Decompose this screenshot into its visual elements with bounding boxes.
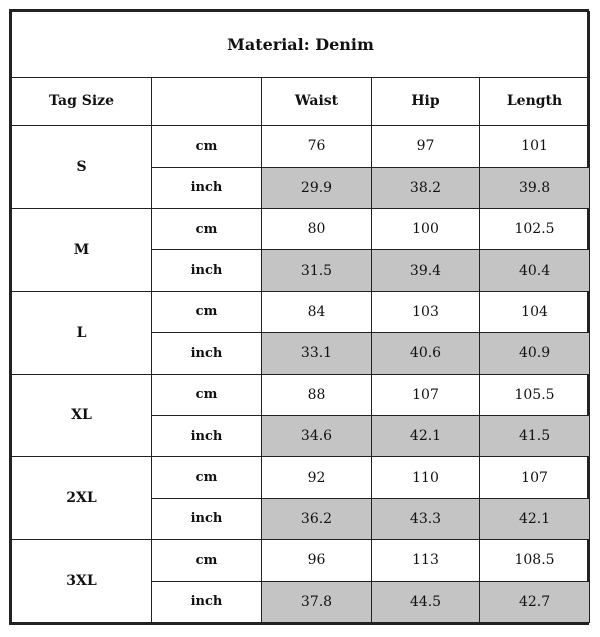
hip-inch-value: 38.2 — [372, 167, 480, 208]
size-label: XL — [12, 374, 152, 457]
table-row — [12, 126, 590, 167]
unit-label-inch: inch — [152, 250, 262, 291]
length-inch-value: 40.9 — [480, 333, 590, 374]
hip-cm-value: 110 — [372, 457, 480, 498]
unit-label-inch: inch — [152, 333, 262, 374]
hip-cm-value: 103 — [372, 291, 480, 332]
unit-label-inch: inch — [152, 167, 262, 208]
hip-cm-value: 97 — [372, 126, 480, 167]
unit-label-cm: cm — [152, 374, 262, 415]
unit-label-cm: cm — [152, 126, 262, 167]
length-inch-value: 41.5 — [480, 415, 590, 456]
hip-inch-value: 43.3 — [372, 498, 480, 539]
header-waist: Waist — [262, 77, 372, 125]
hip-cm-value: 107 — [372, 374, 480, 415]
length-inch-value: 42.7 — [480, 581, 590, 622]
hip-inch-value: 39.4 — [372, 250, 480, 291]
length-cm-value: 104 — [480, 291, 590, 332]
header-tag-size: Tag Size — [12, 77, 152, 125]
unit-label-cm: cm — [152, 457, 262, 498]
length-inch-value: 40.4 — [480, 250, 590, 291]
waist-cm-value: 96 — [262, 540, 372, 581]
unit-label-cm: cm — [152, 208, 262, 249]
table-title: Material: Denim — [12, 12, 590, 78]
table-row — [12, 291, 590, 332]
waist-inch-value: 31.5 — [262, 250, 372, 291]
waist-inch-value: 34.6 — [262, 415, 372, 456]
header-hip: Hip — [372, 77, 480, 125]
hip-cm-value: 113 — [372, 540, 480, 581]
length-cm-value: 102.5 — [480, 208, 590, 249]
waist-inch-value: 37.8 — [262, 581, 372, 622]
waist-cm-value: 88 — [262, 374, 372, 415]
size-table — [11, 11, 590, 623]
waist-cm-value: 84 — [262, 291, 372, 332]
size-label: S — [12, 126, 152, 209]
hip-cm-value: 100 — [372, 208, 480, 249]
table-row — [12, 540, 590, 581]
length-cm-value: 101 — [480, 126, 590, 167]
hip-inch-value: 40.6 — [372, 333, 480, 374]
waist-inch-value: 29.9 — [262, 167, 372, 208]
unit-label-inch: inch — [152, 581, 262, 622]
waist-cm-value: 76 — [262, 126, 372, 167]
length-inch-value: 42.1 — [480, 498, 590, 539]
length-cm-value: 108.5 — [480, 540, 590, 581]
unit-label-inch: inch — [152, 498, 262, 539]
hip-inch-value: 42.1 — [372, 415, 480, 456]
table-row — [12, 457, 590, 498]
waist-inch-value: 36.2 — [262, 498, 372, 539]
unit-label-inch: inch — [152, 415, 262, 456]
waist-cm-value: 80 — [262, 208, 372, 249]
length-cm-value: 107 — [480, 457, 590, 498]
length-inch-value: 39.8 — [480, 167, 590, 208]
size-label: 2XL — [12, 457, 152, 540]
unit-label-cm: cm — [152, 540, 262, 581]
unit-label-cm: cm — [152, 291, 262, 332]
length-cm-value: 105.5 — [480, 374, 590, 415]
waist-cm-value: 92 — [262, 457, 372, 498]
size-label: L — [12, 291, 152, 374]
header-unit — [152, 77, 262, 125]
table-row — [12, 208, 590, 249]
size-label: M — [12, 208, 152, 291]
waist-inch-value: 33.1 — [262, 333, 372, 374]
size-chart — [9, 9, 589, 625]
size-label: 3XL — [12, 540, 152, 623]
header-length: Length — [480, 77, 590, 125]
hip-inch-value: 44.5 — [372, 581, 480, 622]
table-row — [12, 374, 590, 415]
